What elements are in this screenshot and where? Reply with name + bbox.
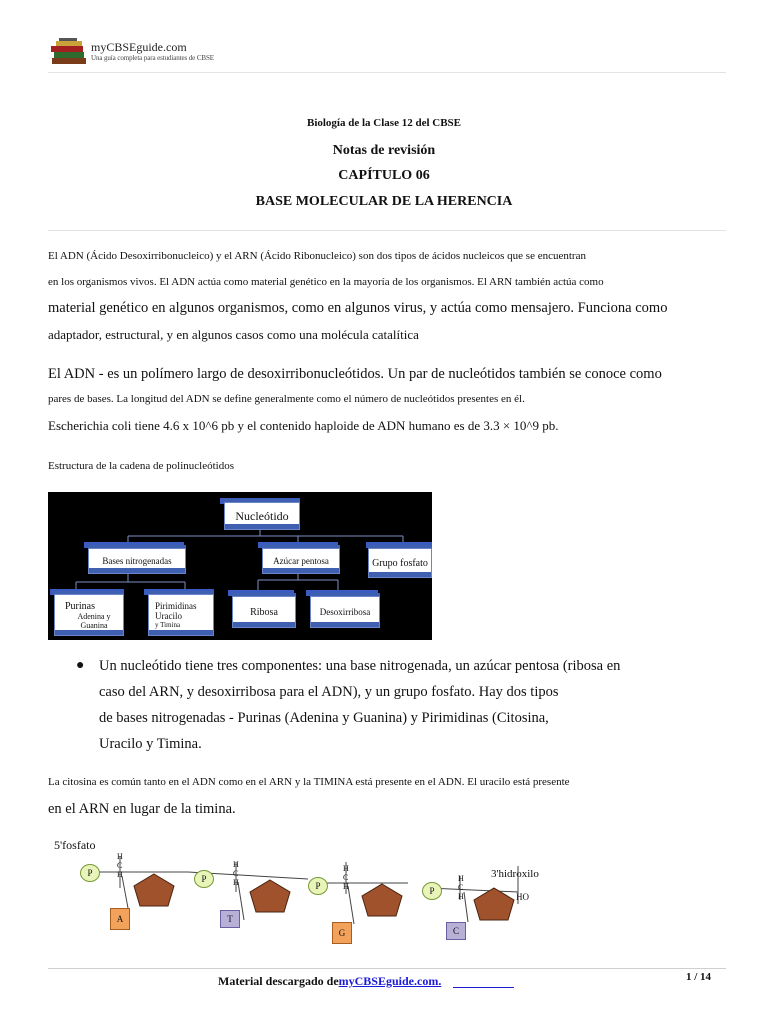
h-label: H: [458, 892, 464, 901]
pyrimidines-box: [148, 594, 214, 636]
h-label: H: [233, 878, 239, 887]
polynucleotide-chain: [48, 836, 608, 946]
site-name[interactable]: myCBSEguide.com: [91, 40, 187, 54]
base-g: G: [332, 922, 352, 944]
c-label: C: [343, 873, 349, 882]
bullet-line-4: Uracilo y Timina.: [99, 736, 202, 752]
topic-title: BASE MOLECULAR DE LA HERENCIA: [255, 194, 513, 209]
phosphate-box: Grupo fosfato: [368, 548, 432, 578]
pyrimidines-sub-2: y Timina: [155, 621, 181, 629]
h-label: H: [233, 860, 239, 869]
hch-2: [233, 860, 239, 887]
sugar-pentagon-2: [248, 878, 292, 914]
base-t: T: [220, 910, 240, 928]
site-tagline: Una guía completa para estudiantes de CBSE: [91, 54, 214, 62]
deoxyribose-box: Desoxirribosa: [310, 596, 380, 628]
phosphate-circle-2: P: [194, 870, 214, 888]
bullet-dot: ●: [76, 658, 85, 673]
sugar-pentagon-3: [360, 882, 404, 918]
cytosine-line-1: La citosina es común tanto en el ADN como en el ARN y la TIMINA está presente en el ADN. El uracilo está presente: [48, 776, 570, 788]
purines-label: Purinas: [65, 600, 95, 612]
phosphate-circle-1: P: [80, 864, 100, 882]
base-a: A: [110, 908, 130, 930]
phosphate-circle-3: P: [308, 877, 328, 895]
c-label: C: [117, 861, 123, 870]
sugar-pentagon-1: [132, 872, 176, 908]
hch-3: [343, 864, 349, 891]
header-divider: [48, 72, 726, 73]
bullet-line-1: Un nucleótido tiene tres componentes: una base nitrogenada, un azúcar pentosa (ribosa en: [99, 658, 621, 674]
sugar-pentagon-4: [472, 886, 516, 922]
bases-box: Bases nitrogenadas: [88, 548, 186, 574]
sugar-box: Azúcar pentosa: [262, 548, 340, 574]
footer-link[interactable]: myCBSEguide.com.: [338, 974, 442, 988]
h-label: H: [343, 882, 349, 891]
label-5-phosphate: 5'fosfato: [54, 838, 96, 852]
hch-4: [458, 874, 464, 901]
nucleotide-diagram: [48, 492, 432, 640]
intro-line-3: material genético en algunos organismos, como en algunos virus, y actúa como mensajero. Funciona como: [48, 300, 668, 316]
title-divider: [48, 230, 726, 231]
footer-text: [218, 974, 441, 989]
chapter-title: CAPÍTULO 06: [338, 168, 430, 183]
c-label: C: [458, 883, 464, 892]
course-title: Biología de la Clase 12 del CBSE: [306, 117, 462, 129]
label-3-hydroxyl: 3'hidroxilo: [491, 868, 539, 880]
intro-line-1: El ADN (Ácido Desoxirribonucleico) y el ARN (Ácido Ribonucleico) son dos tipos de ácidos nucleicos que se encuentran: [48, 250, 586, 262]
h-label: H: [458, 874, 464, 883]
phosphate-circle-4: P: [422, 882, 442, 900]
pyrimidines-sub-1: Uracilo: [155, 611, 182, 621]
footer-prefix: Material descargado de: [218, 974, 339, 988]
pyrimidines-label: Pirimidinas: [155, 601, 197, 611]
hch-1: [117, 852, 123, 879]
label-ho: HO: [516, 892, 529, 902]
intro-line-4: adaptador, estructural, y en algunos casos como una molécula catalítica: [48, 327, 419, 342]
dna-line-2: pares de bases. La longitud del ADN se define generalmente como el número de nucleótidos presentes en él.: [48, 393, 525, 405]
books-logo-icon: [50, 38, 88, 66]
dna-line-3: Escherichia coli tiene 4.6 x 10^6 pb y el contenido haploide de ADN humano es de 3.3 × 10^9 pb.: [48, 418, 559, 433]
footer-link-underline: [453, 987, 514, 988]
dna-line-1: El ADN - es un polímero largo de desoxirribonucleótidos. Un par de nucleótidos también se conoce como: [48, 366, 662, 382]
purines-box: [54, 594, 124, 636]
h-label: H: [117, 852, 123, 861]
h-label: H: [117, 870, 123, 879]
base-c: C: [446, 922, 466, 940]
h-label: H: [343, 864, 349, 873]
c-label: C: [233, 869, 239, 878]
notes-title: Notas de revisión: [332, 143, 436, 158]
ribose-box: Ribosa: [232, 596, 296, 628]
cytosine-line-2: en el ARN en lugar de la timina.: [48, 801, 236, 817]
bullet-line-2: caso del ARN, y desoxirribosa para el ADN), y un grupo fosfato. Hay dos tipos: [99, 684, 559, 700]
bullet-line-3: de bases nitrogenadas - Purinas (Adenina y Guanina) y Pirimidinas (Citosina,: [99, 710, 549, 726]
footer-divider: [48, 968, 726, 969]
intro-line-2: en los organismos vivos. El ADN actúa como material genético en la mayoría de los organismos. El ARN también actúa como: [48, 276, 604, 288]
structure-heading: Estructura de la cadena de polinucleótidos: [48, 460, 235, 472]
purines-sub: Adenina y Guanina: [77, 611, 111, 630]
page-number: 1 / 14: [686, 971, 712, 983]
nucleotide-box: Nucleótido: [224, 502, 300, 530]
